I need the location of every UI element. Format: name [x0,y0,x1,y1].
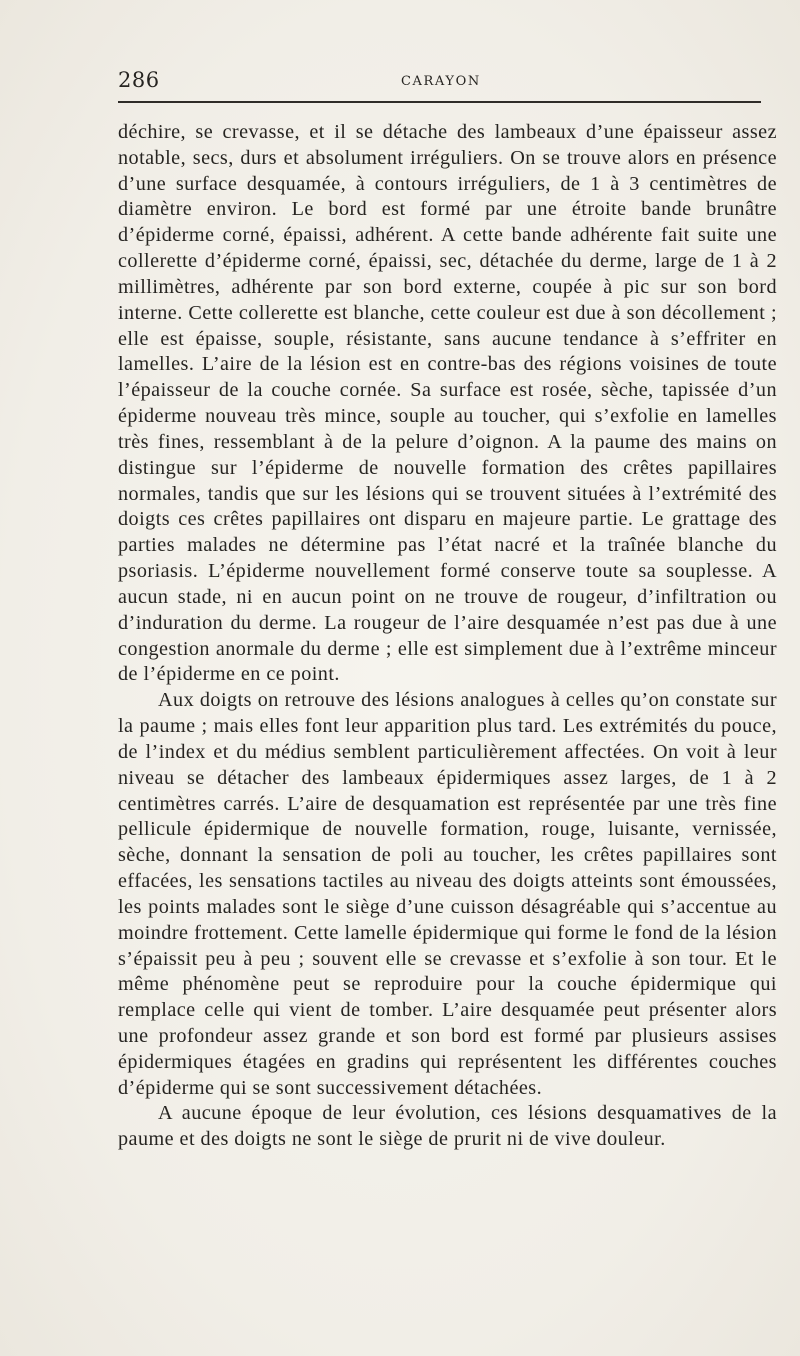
running-head [118,62,762,106]
paragraph-doigts: Aux doigts on retrouve des lésions analogues à celles qu’on constate sur la paume ; mais elles font leur apparition plus tard. Les extrémités du pouce, de l’index et du médius semblent particulièrement affectées. On voit à leur niveau se détacher des lambeaux épidermiques assez larges, de 1 à 2 centimètres carrés. L’aire de desquamation est représentée par une très fine pellicule épidermique de nouvelle formation, rouge, luisante, vernissée, sèche, donnant la sensation de poli au toucher, les crêtes papillaires sont effacées, les sensations tactiles au niveau des doigts atteints sont émoussées, les points malades sont le siège d’une cuisson désagréable qui s’accentue au moindre frottement. Cette lamelle épidermique qui forme le fond de la lésion s’épaissit peu à peu ; souvent elle se crevasse et s’exfolie à son tour. Et le même phénomène peut se reproduire pour la couche épidermique qui remplace celle qui vient de tomber. L’aire desquamée peut présenter alors une profondeur assez grande et son bord est formé par plusieurs assises épidermiques étagées en gradins qui représentent les différentes couches d’épiderme qui se sont successivement détachées. [118,689,777,1099]
paragraph-conclusion: A aucune époque de leur évolution, ces lésions desquamatives de la paume et des doigts ne sont le siège de prurit ni de vive douleur. [118,1102,777,1151]
header-rule [118,101,761,103]
body-text [118,120,777,1153]
paragraph-continued: déchire, se crevasse, et il se détache des lambeaux d’une épaisseur assez notable, secs, durs et absolument irréguliers. On se trouve alors en présence d’une surface desquamée, à contours irréguliers, de 1 à 3 centimètres de diamètre environ. Le bord est formé par une étroite bande brunâtre d’épiderme corné, épaissi, adhérent. A cette bande adhérente fait suite une collerette d’épiderme corné, épaissi, sec, détachée du derme, large de 1 à 2 millimètres, adhérente par son bord externe, coupée à pic sur son bord interne. Cette collerette est blanche, cette couleur est due à son décollement ; elle est épaisse, souple, résistante, sans aucune tendance à s’effriter en lamelles. L’aire de la lésion est en contre-bas des régions voisines de toute l’épaisseur de la couche cornée. Sa surface est rosée, sèche, tapissée d’un épiderme nouveau très mince, souple au toucher, qui s’exfolie en lamelles très fines, ressemblant à de la pelure d’oignon. A la paume des mains on distingue sur l’épiderme de nouvelle formation des crêtes papillaires normales, tandis que sur les lésions qui se trouvent situées à l’extrémité des doigts ces crêtes papillaires ont disparu en majeure partie. Le grattage des parties malades ne détermine pas l’état nacré et la traînée blanche du psoriasis. L’épiderme nouvellement formé conserve toute sa souplesse. A aucun stade, ni en aucun point on ne trouve de rougeur, d’infiltration ou d’induration du derme. La rougeur de l’aire desquamée n’est pas due à une congestion anormale du derme ; elle est simplement due à l’extrême minceur de l’épiderme en ce point. [118,121,777,686]
running-title: CARAYON [401,74,481,89]
page-number: 286 [118,68,160,92]
